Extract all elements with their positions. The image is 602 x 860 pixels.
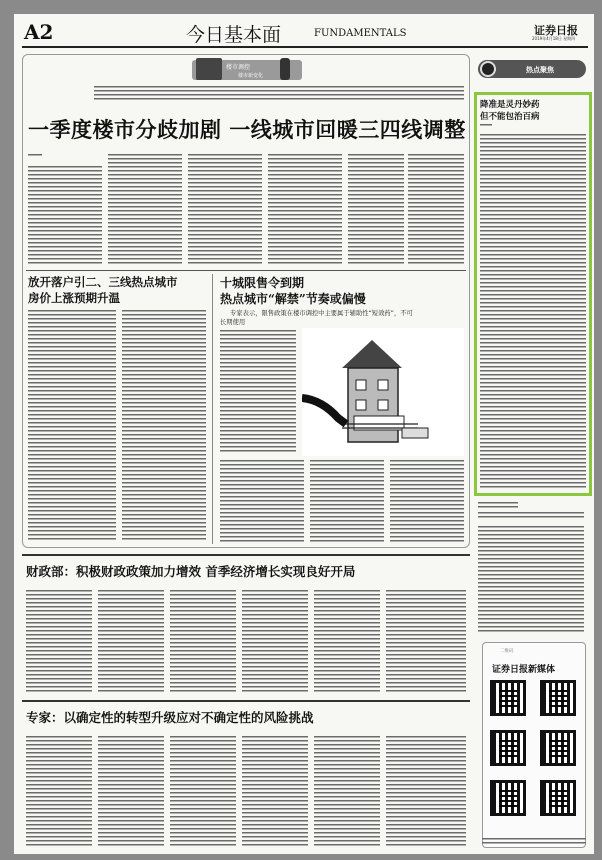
sidebar-badge-icon bbox=[480, 61, 496, 77]
sidebar-headline-1: 降准是灵丹妙药 bbox=[480, 100, 540, 110]
header-rule bbox=[22, 46, 588, 48]
qr-code-icon bbox=[490, 680, 526, 716]
page-number: A2 bbox=[24, 20, 54, 44]
qr-code-icon bbox=[490, 780, 526, 816]
center-mid-deck-1: 专家表示，限售政策在楼市调控中主要属于辅助性“短效药”，不可 bbox=[230, 310, 413, 317]
masthead-logo: 证券日报 bbox=[534, 24, 578, 37]
banner-figure-icon bbox=[280, 58, 290, 80]
banner-photo-icon bbox=[196, 58, 222, 80]
left-mid-headline-2: 房价上涨预期升温 bbox=[28, 291, 120, 305]
new-media-title: 证券日报新媒体 bbox=[492, 665, 556, 675]
qr-code-icon bbox=[540, 780, 576, 816]
left-mid-headline-1: 放开落户引二、三线热点城市 bbox=[28, 275, 178, 289]
sidebar-badge-label: 热点聚焦 bbox=[526, 66, 554, 74]
sidebar-headline-2: 但不能包治百病 bbox=[480, 112, 540, 122]
qr-code-icon bbox=[540, 680, 576, 716]
expert-headline: 专家：以确定性的转型升级应对不确定性的风险挑战 bbox=[26, 710, 314, 725]
section-title-en: FUNDAMENTALS bbox=[314, 28, 407, 39]
qr-code-icon bbox=[490, 730, 526, 766]
finance-headline: 财政部：积极财政政策加力增效 首季经济增长实现良好开局 bbox=[26, 564, 356, 579]
newspaper-page: A2 今日基本面 FUNDAMENTALS 证券日报 2019年4月18日 星期四 楼市调控 楼市新变化 一季度楼市分歧加剧 一线城市回暖三四线调整 放开落户引二、三线热点城市 房价上涨预期升温 十城限售令到期 热点城市“解禁”节奏或偏慢 专家表示，限售政策在楼市调控中主要属于辅助性“短效药”，不可 长期使用 财政部：积极财政政策加力增效 首季经济增长实现良好开局 专家：以确定性的转型升级应对不确定性的风险挑战 热点聚焦 降准是灵丹妙药 但不能包治百病 二维码 证券日报新媒体 bbox=[14, 14, 594, 854]
cartoon-illustration bbox=[302, 328, 464, 456]
center-mid-deck-2: 长期使用 bbox=[220, 319, 246, 326]
section-title: 今日基本面 bbox=[186, 24, 282, 46]
center-mid-headline-1: 十城限售令到期 bbox=[220, 276, 305, 290]
qr-code-icon bbox=[540, 730, 576, 766]
banner-label-2: 楼市新变化 bbox=[238, 73, 264, 79]
lead-headline: 一季度楼市分歧加剧 一线城市回暖三四线调整 bbox=[28, 117, 466, 142]
center-mid-headline-2: 热点城市“解禁”节奏或偏慢 bbox=[220, 292, 366, 306]
banner-label-1: 楼市调控 bbox=[226, 64, 251, 71]
